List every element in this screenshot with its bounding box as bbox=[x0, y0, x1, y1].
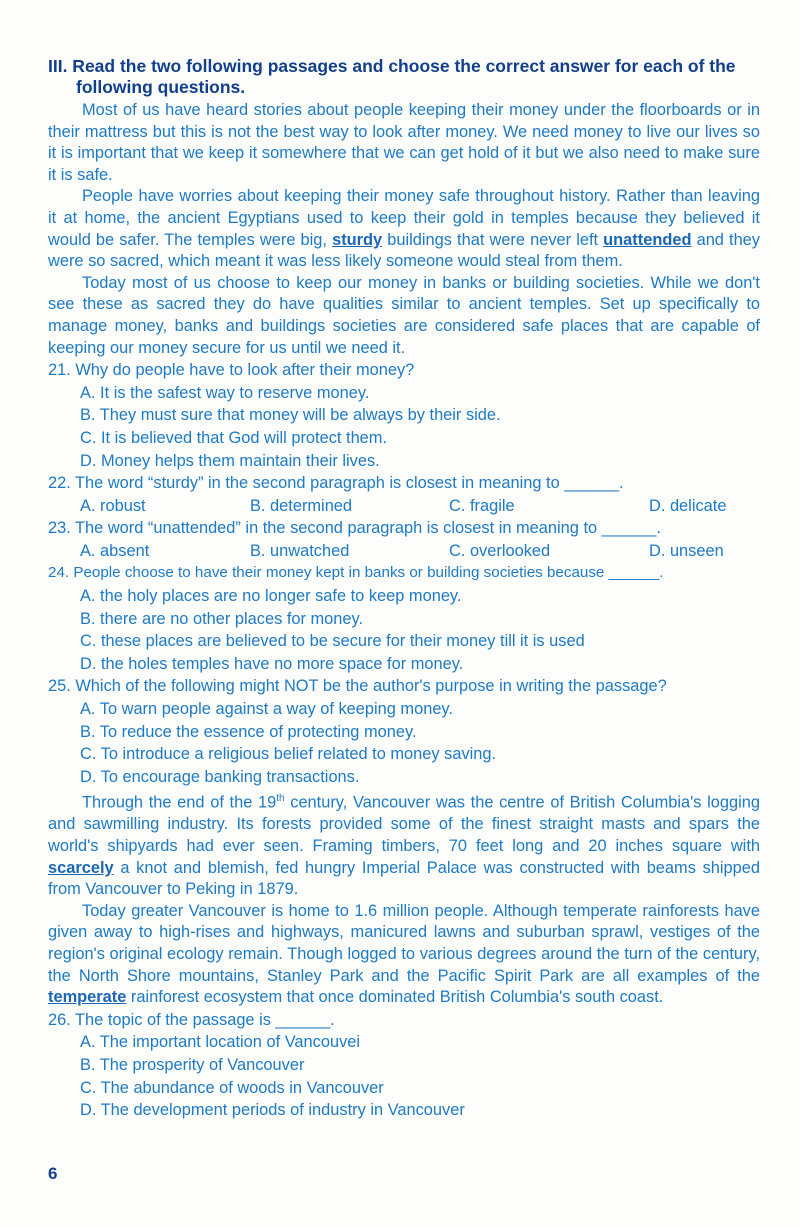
question-21: 21. Why do people have to look after their money? bbox=[48, 361, 415, 380]
q23-option-d: D. unseen bbox=[649, 541, 724, 560]
q22-option-d: D. delicate bbox=[649, 496, 727, 515]
q24-option-c: C. these places are believed to be secure for their money till it is used bbox=[80, 632, 585, 651]
q24-option-a: A. the holy places are no longer safe to keep money. bbox=[80, 587, 462, 606]
q22-options bbox=[48, 495, 760, 518]
page-number: 6 bbox=[48, 1164, 58, 1183]
section-heading: III. Read the two following passages and choose the correct answer for each of the following questions. bbox=[48, 56, 736, 97]
q25-option-c: C. To introduce a religious belief related to money saving. bbox=[80, 745, 497, 764]
worksheet-page bbox=[48, 56, 760, 1122]
q21-option-c: C. It is believed that God will protect them. bbox=[80, 428, 388, 447]
keyword-unattended: unattended bbox=[603, 230, 692, 249]
q22-option-c: C. fragile bbox=[449, 496, 515, 515]
q22-option-b: B. determined bbox=[250, 496, 353, 515]
question-23: 23. The word “unattended” in the second paragraph is closest in meaning to ______. bbox=[48, 519, 661, 538]
q21-option-d: D. Money helps them maintain their lives. bbox=[80, 451, 380, 470]
passage1-paragraph2: People have worries about keeping their money safe throughout history. Rather than leaving it at home, the ancient Egyptians used to keep their gold in temples because they believed it would be safer. The temples were big, sturdy buildings that were never left unattended and they were so sacred, which meant it was less likely someone would steal from them. bbox=[48, 187, 760, 271]
q23-option-c: C. overlooked bbox=[449, 541, 551, 560]
q24-option-d: D. the holes temples have no more space for money. bbox=[80, 654, 464, 673]
keyword-scarcely: scarcely bbox=[48, 858, 114, 877]
q25-option-d: D. To encourage banking transactions. bbox=[80, 767, 360, 786]
keyword-sturdy: sturdy bbox=[332, 230, 383, 249]
passage2-paragraph1: Through the end of the 19th century, Vancouver was the centre of British Columbia's logging and sawmilling industry. Its forests provided some of the finest straight masts and spars the world's shipyards had ever seen. Framing timbers, 70 feet long and 20 inches square with scarcely a knot and blemish, fed hungry Imperial Palace was constructed with beams shipped from Vancouver to Peking in 1879. bbox=[48, 793, 760, 899]
keyword-temperate: temperate bbox=[48, 988, 127, 1007]
q26-option-d: D. The development periods of industry in Vancouver bbox=[80, 1101, 465, 1120]
q26-option-b: B. The prosperity of Vancouver bbox=[80, 1056, 305, 1074]
q25-option-b: B. To reduce the essence of protecting money. bbox=[80, 722, 417, 741]
q23-option-b: B. unwatched bbox=[250, 541, 350, 560]
q21-option-b: B. They must sure that money will be always by their side. bbox=[80, 406, 501, 425]
passage2-paragraph2: Today greater Vancouver is home to 1.6 million people. Although temperate rainforests have given away to high-rises and highways, manicured lawns and suburban sprawl, vestiges of the region's original ecology remain. Though logged to various degrees around the turn of the century, the North Shore mountains, Stanley Park and the Pacific Spirit Park are all examples of the temperate rainforest ecosystem that once dominated British Columbia's south coast. bbox=[48, 901, 760, 1007]
q22-option-a: A. robust bbox=[80, 496, 146, 515]
q24-option-b: B. there are no other places for money. bbox=[80, 609, 364, 628]
q26-option-a: A. The important location of Vancouvei bbox=[80, 1033, 361, 1052]
q23-options bbox=[48, 540, 760, 563]
q25-option-a: A. To warn people against a way of keeping money. bbox=[80, 700, 453, 719]
q21-option-a: A. It is the safest way to reserve money. bbox=[80, 383, 370, 402]
question-22: 22. The word “sturdy” in the second paragraph is closest in meaning to ______. bbox=[48, 474, 624, 493]
passage1-paragraph1: Most of us have heard stories about people keeping their money under the floorboards or in their mattress but this is not the best way to look after money. We need money to live our lives so it is important that we keep it somewhere that we can get hold of it but we also need to make sure it is safe. bbox=[48, 101, 760, 184]
question-24: 24. People choose to have their money kept in banks or building societies because ______. bbox=[48, 564, 664, 582]
q23-option-a: A. absent bbox=[80, 541, 150, 560]
passage1-paragraph3: Today most of us choose to keep our money in banks or building societies. While we don't see these as sacred they do have qualities similar to ancient temples. Set up specifically to manage money, banks and buildings societies are considered safe places that are capable of keeping our money secure for us until we need it. bbox=[48, 273, 760, 357]
q26-option-c: C. The abundance of woods in Vancouver bbox=[80, 1078, 384, 1097]
question-26: 26. The topic of the passage is ______. bbox=[48, 1010, 335, 1029]
question-25: 25. Which of the following might NOT be the author's purpose in writing the passage? bbox=[48, 677, 667, 696]
